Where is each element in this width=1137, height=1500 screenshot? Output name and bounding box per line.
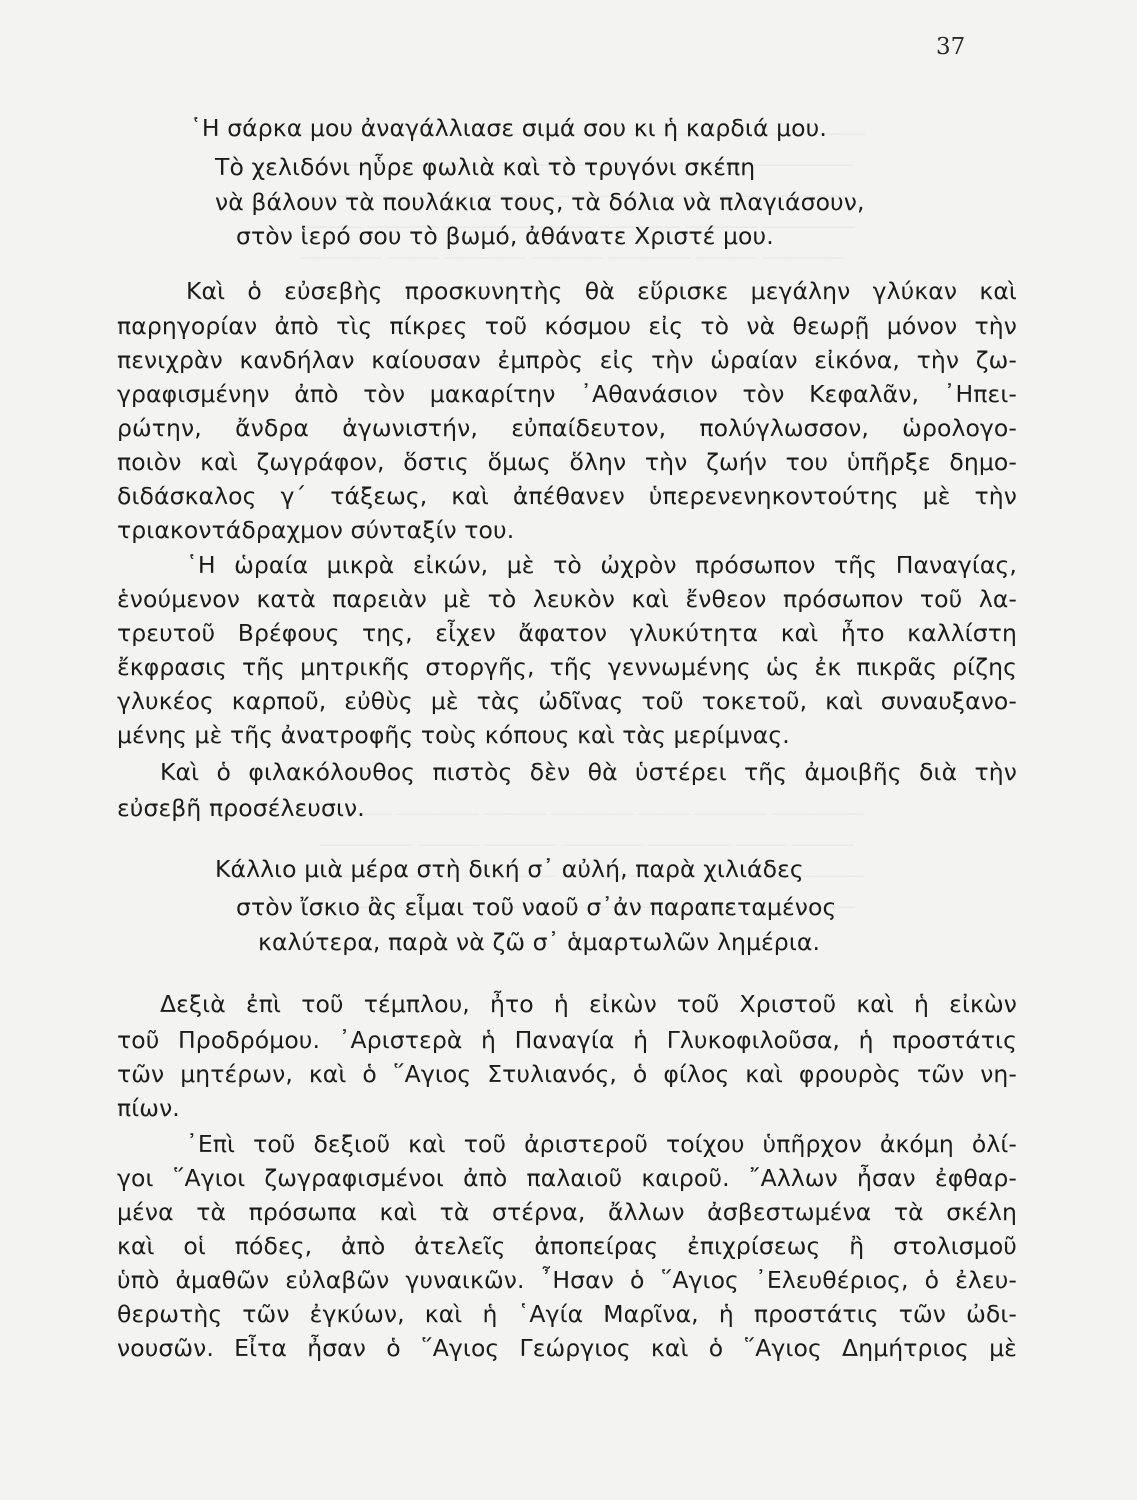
paragraph-line: θερωτὴς τῶν ἐγκύων, καὶ ἡ ῾Αγία Μαρῖνα, ἡ προστάτις τῶν ὠδι- <box>117 1300 1017 1328</box>
paragraph-line: ἑνούμενον κατὰ παρειὰν μὲ τὸ λευκὸν καὶ ἔνθεον πρόσωπον τοῦ λα- <box>117 585 1017 613</box>
paragraph-line: γλυκέος καρποῦ, εὐθὺς μὲ τὰς ὠδῖνας τοῦ τοκετοῦ, καὶ συναυξανο- <box>117 687 1017 715</box>
paragraph-line: εὐσεβῆ προσέλευσιν. <box>117 794 365 822</box>
paragraph-line: παρηγορίαν ἀπὸ τὶς πίκρες τοῦ κόσμου εἰς τὸ νὰ θεωρῇ μόνον τὴν <box>117 312 1017 340</box>
paragraph-line: μένης μὲ τῆς ἀνατροφῆς τοὺς κόπους καὶ τὰς μερίμνας. <box>117 721 790 749</box>
paragraph-line: πενιχρὰν κανδήλαν καίουσαν ἐμπρὸς εἰς τὴν ὡραίαν εἰκόνα, τὴν ζω- <box>117 346 1017 374</box>
paragraph-line: Δεξιὰ ἐπὶ τοῦ τέμπλου, ἦτο ἡ εἰκὼν τοῦ Χριστοῦ καὶ ἡ εἰκὼν <box>160 990 1017 1018</box>
page-number: 37 <box>936 34 966 60</box>
poem-line: Τὸ χελιδόνι ηὗρε φωλιὰ καὶ τὸ τρυγόνι σκέπη <box>215 153 756 181</box>
paragraph-line: Καὶ ὁ εὐσεβὴς προσκυνητὴς θὰ εὕρισκε μεγάλην γλύκαν καὶ <box>186 277 1017 305</box>
poem-line: στὸν ἱερό σου τὸ βωμό, ἀθάνατε Χριστέ μου. <box>236 222 774 250</box>
paragraph-line: ὑπὸ ἀμαθῶν εὐλαβῶν γυναικῶν. ῏Ησαν ὁ ῞Αγιος ᾿Ελευθέριος, ὁ ἐλευ- <box>117 1266 1017 1294</box>
paragraph-line: ρώτην, ἄνδρα ἀγωνιστήν, εὐπαίδευτον, πολύγλωσσον, ὡρολογο- <box>117 414 1017 442</box>
poem-line: στὸν ἴσκιο ἂς εἶμαι τοῦ ναοῦ σ᾿ἀν παραπεταμένος <box>236 893 837 921</box>
paragraph-line: τοῦ Προδρόμου. ᾿Αριστερὰ ἡ Παναγία ἡ Γλυκοφιλοῦσα, ἡ προστάτις <box>117 1026 1017 1054</box>
paragraph-line: μένα τὰ πρόσωπα καὶ τὰ στέρνα, ἄλλων ἀσβεστωμένα τὰ σκέλη <box>117 1198 1017 1226</box>
paragraph-line: διδάσκαλος γ΄ τάξεως, καὶ ἀπέθανεν ὑπερενενηκοντούτης μὲ τὴν <box>117 482 1017 510</box>
paragraph-line: Καὶ ὁ φιλακόλουθος πιστὸς δὲν θὰ ὑστέρει τῆς ἀμοιβῆς διὰ τὴν <box>160 758 1017 786</box>
poem-line: καλύτερα, παρὰ νὰ ζῶ σ᾿ ἁμαρτωλῶν λημέρια. <box>258 928 821 956</box>
paragraph-line: γοι ῞Αγιοι ζωγραφισμένοι ἀπὸ παλαιοῦ καιροῦ. ῎Αλλων ἦσαν ἐφθαρ- <box>117 1164 1017 1192</box>
paragraph-line: νουσῶν. Εἶτα ἦσαν ὁ ῞Αγιος Γεώργιος καὶ ὁ ῞Αγιος Δημήτριος μὲ <box>117 1334 1017 1362</box>
paragraph-line: ποιὸν καὶ ζωγράφον, ὅστις ὅμως ὅλην τὴν ζωήν του ὑπῆρξε δημο- <box>117 448 1017 476</box>
paragraph-line: ἔκφρασις τῆς μητρικῆς στοργῆς, τῆς γεννωμένης ὡς ἐκ πικρᾶς ρίζης <box>117 653 1017 681</box>
paragraph-line: πίων. <box>117 1094 180 1122</box>
paragraph-line: ᾿Επὶ τοῦ δεξιοῦ καὶ τοῦ ἀριστεροῦ τοίχου ὑπῆρχον ἀκόμη ὀλί- <box>186 1130 1017 1158</box>
paragraph-line: τριακοντάδραχμον σύνταξίν του. <box>117 516 515 544</box>
paragraph-line: γραφισμένην ἀπὸ τὸν μακαρίτην ᾿Αθανάσιον τὸν Κεφαλᾶν, ᾿Ηπει- <box>117 380 1017 408</box>
poem-line: νὰ βάλουν τὰ πουλάκια τους, τὰ δόλια νὰ πλαγιάσουν, <box>215 188 865 216</box>
paragraph-line: τῶν μητέρων, καὶ ὁ ῞Αγιος Στυλιανός, ὁ φίλος καὶ φρουρὸς τῶν νη- <box>117 1060 1017 1088</box>
paragraph-line: ῾Η ὡραία μικρὰ εἰκών, μὲ τὸ ὠχρὸν πρόσωπον τῆς Παναγίας, <box>186 551 1017 579</box>
poem-line: Κάλλιο μιὰ μέρα στὴ δική σ᾿ αὐλή, παρὰ χιλιάδες <box>215 855 804 883</box>
paragraph-line: καὶ οἱ πόδες, ἀπὸ ἀτελεῖς ἀποπείρας ἐπιχρίσεως ἢ στολισμοῦ <box>117 1232 1017 1260</box>
poem-line: ῾Η σάρκα μου ἀναγάλλιασε σιμά σου κι ἡ καρδιά μου. <box>190 114 827 142</box>
paragraph-line: τρευτοῦ Βρέφους της, εἶχεν ἄφατον γλυκύτητα καὶ ἦτο καλλίστη <box>117 619 1017 647</box>
